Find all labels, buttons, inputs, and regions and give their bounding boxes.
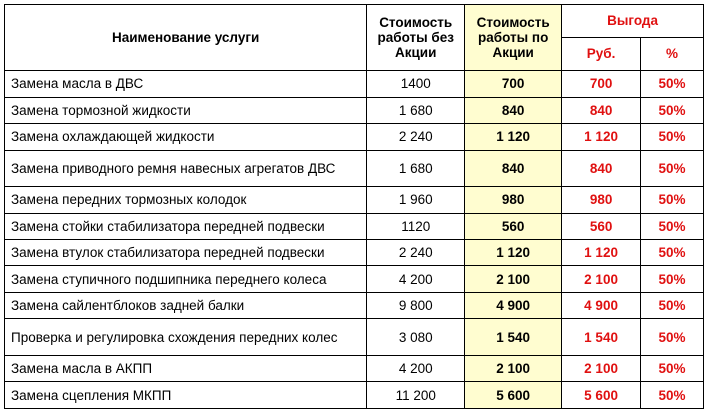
price-promo: 2 100 <box>465 356 562 382</box>
savings-pct: 50% <box>641 71 704 97</box>
table-row <box>5 382 704 409</box>
service-name: Проверка и регулировка схождения передних колес <box>5 319 367 356</box>
table-row <box>5 240 704 266</box>
price-regular: 1 960 <box>367 187 465 213</box>
price-regular: 11 200 <box>367 382 465 409</box>
header-row <box>5 5 704 38</box>
price-regular: 1 680 <box>367 97 465 123</box>
price-promo: 4 900 <box>465 292 562 318</box>
service-name: Замена стойки стабилизатора передней подвески <box>5 213 367 239</box>
savings-rub: 840 <box>562 97 641 123</box>
table-row <box>5 292 704 318</box>
price-promo: 560 <box>465 213 562 239</box>
savings-pct: 50% <box>641 266 704 292</box>
price-promo: 1 120 <box>465 240 562 266</box>
savings-rub: 5 600 <box>562 382 641 409</box>
savings-pct: 50% <box>641 97 704 123</box>
service-name: Замена втулок стабилизатора передней подвески <box>5 240 367 266</box>
savings-rub: 980 <box>562 187 641 213</box>
savings-rub: 2 100 <box>562 266 641 292</box>
savings-rub: 1 120 <box>562 240 641 266</box>
savings-pct: 50% <box>641 356 704 382</box>
savings-pct: 50% <box>641 319 704 356</box>
price-regular: 3 080 <box>367 319 465 356</box>
price-promo: 1 540 <box>465 319 562 356</box>
service-name: Замена сцепления МКПП <box>5 382 367 409</box>
header-price-regular: Стоимость работы без Акции <box>367 5 465 71</box>
savings-pct: 50% <box>641 187 704 213</box>
service-name: Замена приводного ремня навесных агрегатов ДВС <box>5 150 367 187</box>
header-service: Наименование услуги <box>5 5 367 71</box>
price-promo: 980 <box>465 187 562 213</box>
table-row <box>5 356 704 382</box>
price-regular: 1 680 <box>367 150 465 187</box>
savings-pct: 50% <box>641 382 704 409</box>
header-price-promo: Стоимость работы по Акции <box>465 5 562 71</box>
savings-rub: 1 540 <box>562 319 641 356</box>
table-row <box>5 150 704 187</box>
table-row <box>5 266 704 292</box>
header-savings-pct: % <box>641 37 704 71</box>
table-row <box>5 187 704 213</box>
price-regular: 4 200 <box>367 356 465 382</box>
savings-pct: 50% <box>641 150 704 187</box>
header-savings: Выгода <box>562 5 704 38</box>
price-table <box>4 4 704 409</box>
savings-pct: 50% <box>641 124 704 150</box>
price-promo: 840 <box>465 97 562 123</box>
price-promo: 5 600 <box>465 382 562 409</box>
price-regular: 1400 <box>367 71 465 97</box>
table-row <box>5 124 704 150</box>
table-row <box>5 213 704 239</box>
service-name: Замена ступичного подшипника переднего колеса <box>5 266 367 292</box>
price-regular: 1120 <box>367 213 465 239</box>
savings-pct: 50% <box>641 240 704 266</box>
savings-rub: 700 <box>562 71 641 97</box>
service-name: Замена сайлентблоков задней балки <box>5 292 367 318</box>
service-name: Замена масла в АКПП <box>5 356 367 382</box>
price-regular: 2 240 <box>367 124 465 150</box>
savings-rub: 4 900 <box>562 292 641 318</box>
savings-pct: 50% <box>641 213 704 239</box>
savings-rub: 840 <box>562 150 641 187</box>
header-savings-rub: Руб. <box>562 37 641 71</box>
price-promo: 1 120 <box>465 124 562 150</box>
price-regular: 9 800 <box>367 292 465 318</box>
savings-pct: 50% <box>641 292 704 318</box>
price-promo: 700 <box>465 71 562 97</box>
table-row <box>5 319 704 356</box>
price-promo: 2 100 <box>465 266 562 292</box>
service-name: Замена масла в ДВС <box>5 71 367 97</box>
service-name: Замена тормозной жидкости <box>5 97 367 123</box>
savings-rub: 1 120 <box>562 124 641 150</box>
table-row <box>5 97 704 123</box>
savings-rub: 560 <box>562 213 641 239</box>
table-row <box>5 71 704 97</box>
service-name: Замена передних тормозных колодок <box>5 187 367 213</box>
price-regular: 2 240 <box>367 240 465 266</box>
price-promo: 840 <box>465 150 562 187</box>
price-regular: 4 200 <box>367 266 465 292</box>
service-name: Замена охлаждающей жидкости <box>5 124 367 150</box>
savings-rub: 2 100 <box>562 356 641 382</box>
